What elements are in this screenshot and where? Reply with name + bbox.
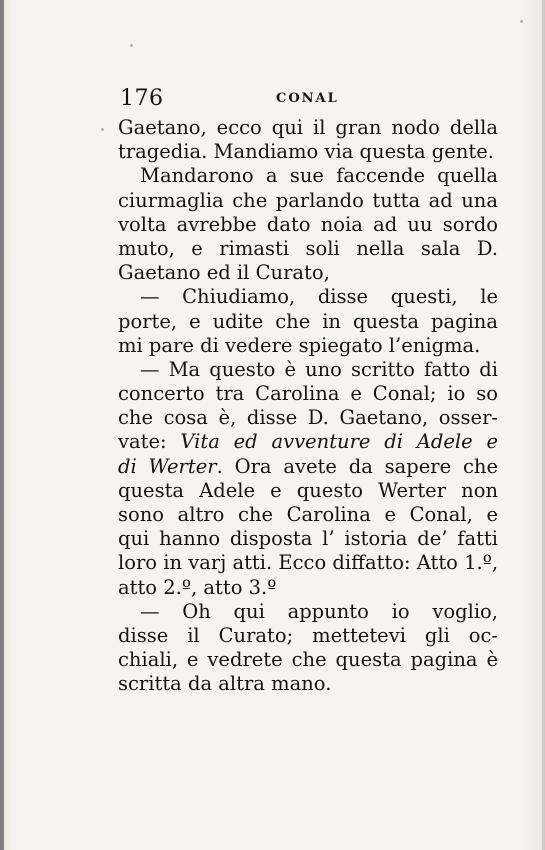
book-title-italic: di Werter: [118, 454, 217, 478]
text-line: Gaetano ed il Curato,: [118, 261, 330, 285]
text-line: disse il Curato; mettetevi gli oc-: [118, 623, 498, 647]
text-line: che cosa è, disse D. Gaetano, osser-: [118, 406, 498, 430]
text-line: ciurmaglia che parlando tutta ad una: [118, 188, 498, 212]
text-run: vate:: [118, 430, 181, 454]
text-line: volta avrebbe dato noia ad uu sordo: [118, 212, 498, 236]
text-run: . Ora avete da sapere che: [216, 454, 498, 478]
page-number: 176: [120, 86, 164, 111]
body-text: [118, 116, 498, 697]
text-line: — Ma questo è uno scritto fatto di: [140, 357, 498, 381]
text-line: qui hanno disposta l’ istoria de’ fatti: [118, 527, 498, 551]
text-line: atto 2.º, atto 3.º: [118, 575, 277, 599]
text-line: questa Adele e questo Werter non: [118, 478, 498, 502]
text-line: — Chiudiamo, disse questi, le: [140, 285, 498, 309]
text-line: sono altro che Carolina e Conal, e: [118, 503, 498, 526]
text-line: chiali, e vedrete che questa pagina è: [118, 648, 498, 672]
text-line: tragedia. Mandiamo via questa gente.: [118, 140, 494, 164]
text-line: loro in varj atti. Ecco diffatto: Atto 1.º,: [118, 551, 499, 575]
page-header: [120, 84, 488, 114]
page-binding-edge: [0, 0, 4, 850]
text-line: concerto tra Carolina e Conal; io so: [118, 382, 498, 406]
running-title: CONAL: [276, 91, 339, 106]
text-line: muto, e rimasti soli nella sala D.: [118, 236, 498, 260]
text-line: [118, 455, 498, 479]
text-line: scritta da altra mano.: [118, 672, 332, 696]
text-line: mi pare di vedere spiegato l’enigma.: [118, 333, 481, 357]
paper-speck: [520, 20, 523, 23]
text-line: [118, 430, 498, 454]
text-line: Mandarono a sue faccende quella: [140, 164, 498, 188]
paper-speck: [101, 128, 104, 131]
text-line: Gaetano, ecco qui il gran nodo della: [118, 116, 498, 139]
book-title-italic: Vita ed avventure di Adele e: [180, 430, 498, 454]
paper-speck: [130, 44, 133, 47]
text-line: porte, e udite che in questa pagina: [118, 309, 498, 333]
text-line: — Oh qui appunto io voglio,: [140, 599, 498, 623]
